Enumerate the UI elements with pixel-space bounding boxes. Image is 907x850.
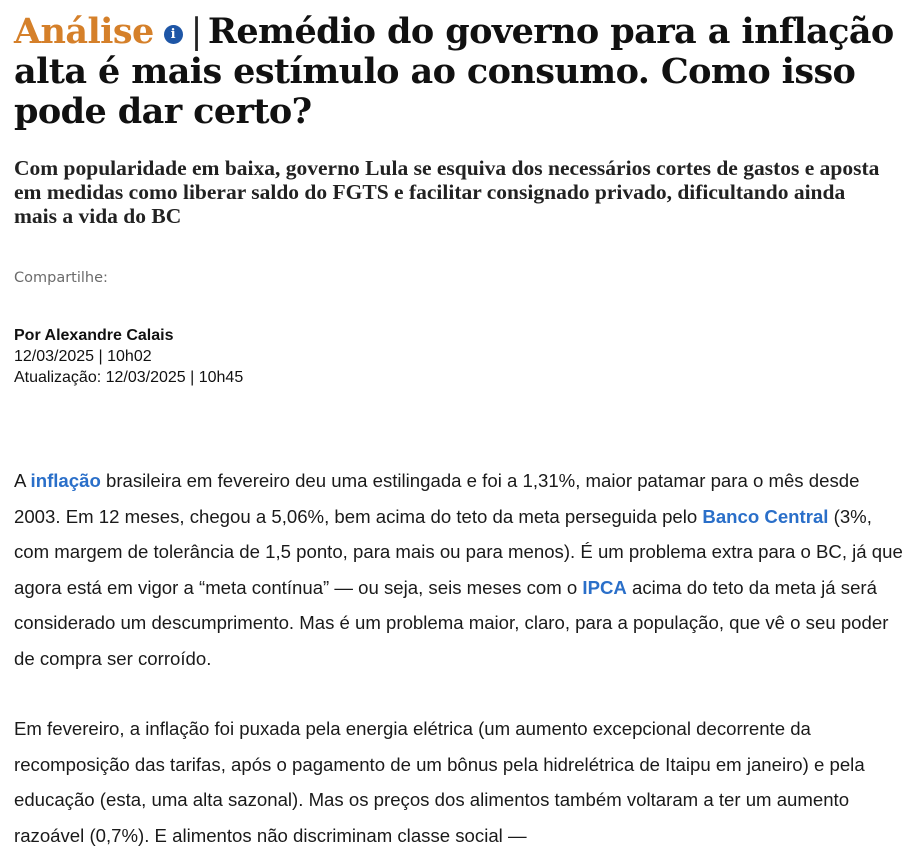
paragraph-text: acima do teto da meta já será considerado um descumprimento. Mas é um problema maior, claro, para a população, que vê o seu poder de compra ser corroído. [14,576,889,669]
byline [14,325,904,388]
author-name[interactable]: Por Alexandre Calais [14,327,174,344]
info-icon[interactable]: i [164,25,183,44]
headline [14,12,904,132]
paragraph-text: (3%, com margem de tolerância de 1,5 ponto, para mais ou para menos). É um problema extra para o BC, já que agora está em vigor a “meta contínua” — ou seja, seis meses com o [14,505,903,598]
link-inflacao[interactable]: inflação [30,470,101,491]
paragraph [14,463,904,676]
article-body [14,463,904,850]
link-ipca[interactable]: IPCA [582,576,627,598]
article-header [14,12,904,388]
analysis-kicker[interactable]: Análise [14,11,154,52]
link-banco-central[interactable]: Banco Central [702,505,829,527]
updated-date: Atualização: 12/03/2025 | 10h45 [14,369,244,386]
paragraph-text: A [14,470,31,491]
paragraph-text: brasileira em fevereiro deu uma estilingada e foi a 1,31%, maior patamar para o mês desde 2003. Em 12 meses, chegou a 5,06%, bem acima do teto da meta perseguida pelo [14,470,860,527]
subtitle: Com popularidade em baixa, governo Lula se esquiva dos necessários cortes de gastos e aposta em medidas como liberar saldo do FGTS e facilitar consignado privado, dificultando ainda mais a vida do BC [14,156,880,228]
title-text: Remédio do governo para a inflação alta é mais estímulo ao consumo. Como isso pode dar certo? [14,11,894,132]
title-separator: | [190,12,202,52]
share-label: Compartilhe: [14,270,108,286]
paragraph: Em fevereiro, a inflação foi puxada pela energia elétrica (um aumento excepcional decorrente da recomposição das tarifas, após o pagamento de um bônus pela hidrelétrica de Itaipu em janeiro) e pela educação (esta, uma alta sazonal). Mas os preços dos alimentos também voltaram a ter um aumento razoável (0,7%). E alimentos não discriminam classe social — [14,718,865,846]
published-date: 12/03/2025 | 10h02 [14,348,152,365]
